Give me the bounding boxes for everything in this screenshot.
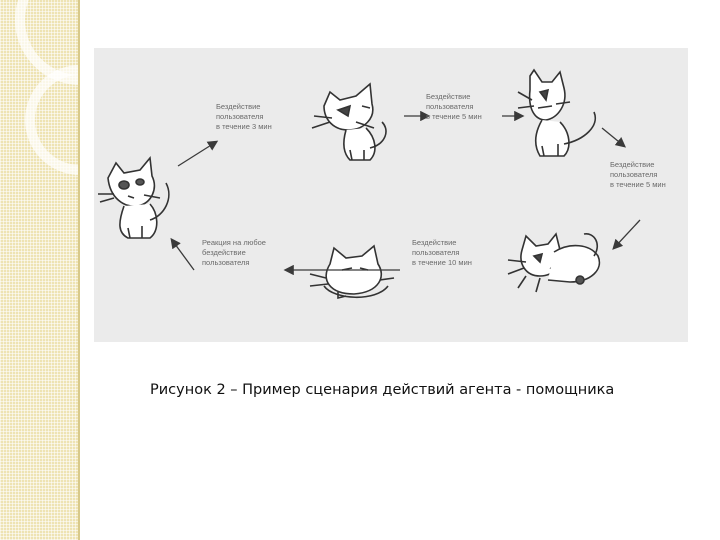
diagram-drawing	[94, 48, 688, 342]
arrow-to-looking	[178, 142, 216, 166]
decorative-side-strip	[0, 0, 80, 540]
figure-caption: Рисунок 2 – Пример сценария действий агента - помощника	[150, 382, 615, 398]
arrow-to-lying-2	[614, 220, 640, 248]
cat-sitting-icon	[98, 158, 169, 238]
scenario-diagram	[94, 48, 688, 342]
label-reaction: Реакция на любое бездействие пользователя	[202, 238, 266, 267]
cat-yawning-icon	[518, 70, 595, 156]
cat-sleeping-icon	[310, 246, 394, 298]
decorative-circles	[0, 0, 80, 200]
arrow-to-lying	[602, 128, 624, 146]
label-idle-5-min-top: Бездействие пользователя в течение 5 мин	[426, 92, 482, 121]
label-idle-5-min-right: Бездействие пользователя в течение 5 мин	[610, 160, 666, 189]
cat-lying-down-icon	[508, 234, 599, 292]
label-idle-10-min: Бездействие пользователя в течение 10 мин	[412, 238, 472, 267]
label-idle-3-min: Бездействие пользователя в течение 3 мин	[216, 102, 272, 131]
arrow-to-sitting	[172, 240, 194, 270]
cat-looking-icon	[312, 84, 386, 160]
